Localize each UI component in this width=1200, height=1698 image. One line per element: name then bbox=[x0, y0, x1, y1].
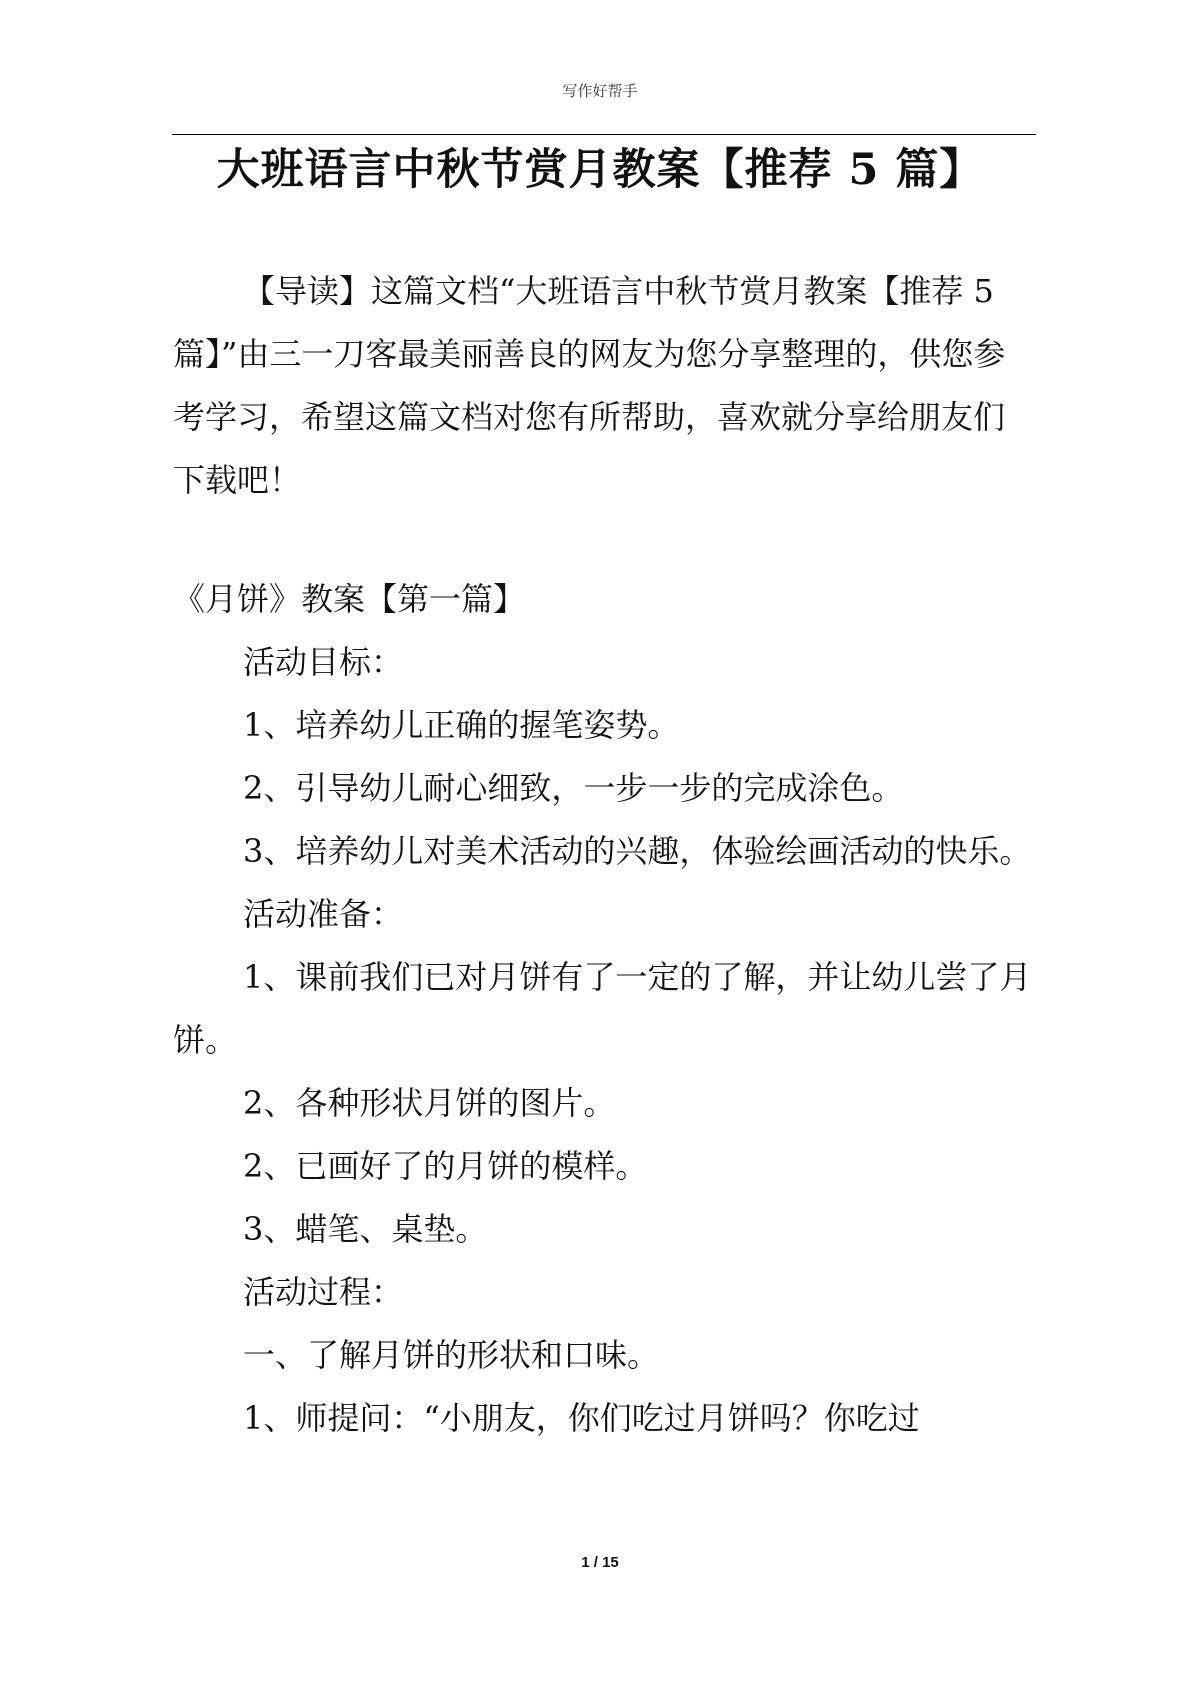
body-paragraph: 活动准备： bbox=[243, 895, 404, 933]
body-paragraph: 2、已画好了的月饼的模样。 bbox=[243, 1147, 648, 1185]
body-paragraph: 1、课前我们已对月饼有了一定的了解，并让幼儿尝了月饼。 bbox=[173, 958, 1032, 1059]
section-heading: 《月饼》教案【第一篇】 bbox=[173, 580, 526, 618]
document-title: 大班语言中秋节赏月教案【推荐 5 篇】 bbox=[216, 145, 984, 195]
body-paragraph: 一、了解月饼的形状和口味。 bbox=[243, 1336, 660, 1374]
running-header: 写作好帮手 bbox=[562, 82, 638, 100]
header-divider bbox=[172, 134, 1036, 135]
body-paragraph: 活动目标： bbox=[243, 643, 404, 681]
body-paragraph: 2、引导幼儿耐心细致，一步一步的完成涂色。 bbox=[243, 769, 904, 807]
body-paragraph: 2、各种形状月饼的图片。 bbox=[243, 1084, 616, 1122]
document-body bbox=[173, 260, 1035, 1450]
body-paragraph: 1、培养幼儿正确的握笔姿势。 bbox=[243, 706, 680, 744]
intro-paragraph: 【导读】这篇文档“大班语言中秋节赏月教案【推荐 5 篇】”由三一刀客最美丽善良的网友为您分享整理的，供您参考学习，希望这篇文档对您有所帮助，喜欢就分享给朋友们下载吧！ bbox=[173, 272, 1006, 499]
body-paragraph: 活动过程： bbox=[243, 1273, 404, 1311]
body-paragraph: 3、培养幼儿对美术活动的兴趣，体验绘画活动的快乐。 bbox=[243, 832, 1032, 870]
body-paragraph: 1、师提问：“小朋友，你们吃过月饼吗？你吃过 bbox=[243, 1399, 920, 1437]
page-number: 1 / 15 bbox=[581, 1554, 619, 1571]
body-paragraph: 3、蜡笔、桌垫。 bbox=[243, 1210, 488, 1248]
